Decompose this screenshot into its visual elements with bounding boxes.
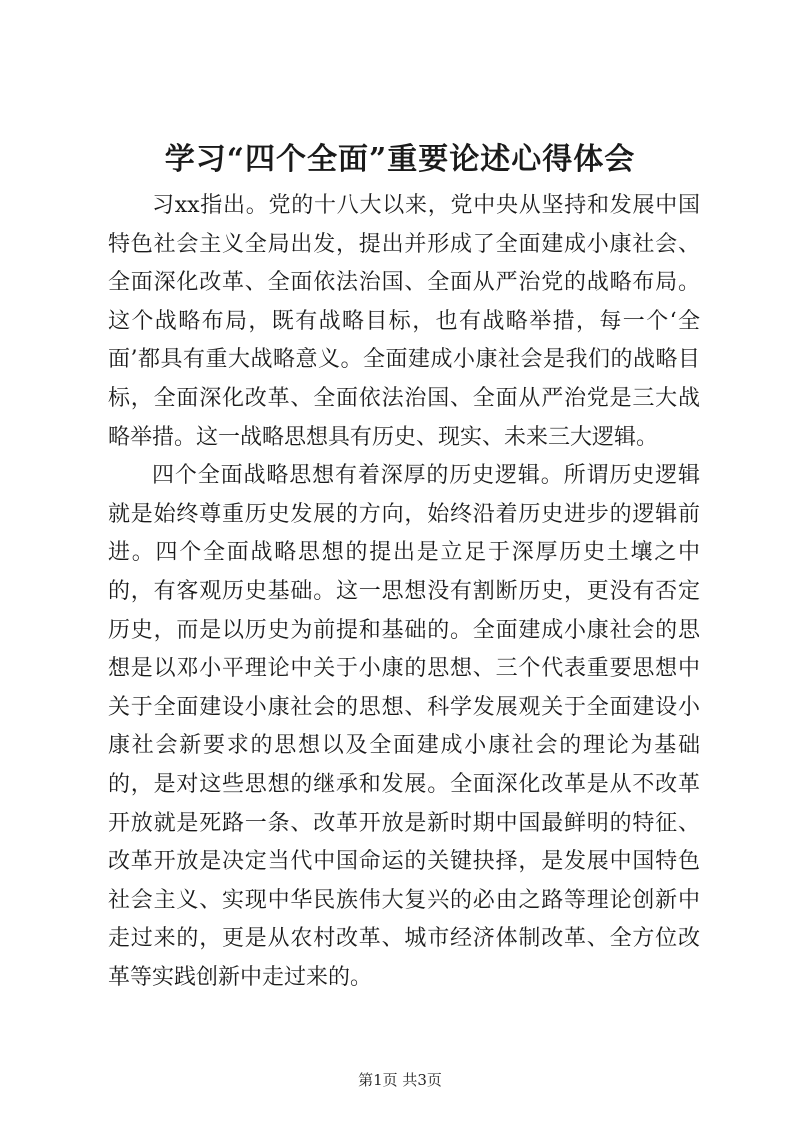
document-body <box>108 187 700 997</box>
page-footer: 第1页 共3页 <box>358 1071 442 1089</box>
document-title: 学习“四个全面”重要论述心得体会 <box>164 142 636 177</box>
paragraph-1: 习xx指出。党的十八大以来，党中央从坚持和发展中国特色社会主义全局出发，提出并形成了全面建成小康社会、全面深化改革、全面依法治国、全面从严治党的战略布局。这个战略布局，既有战略目标，也有战略举措，每一个‘全面’都具有重大战略意义。全面建成小康社会是我们的战略目标，全面深化改革、全面依法治国、全面从严治党是三大战略举措。这一战略思想具有历史、现实、未来三大逻辑。 <box>108 193 700 450</box>
paragraph-2: 四个全面战略思想有着深厚的历史逻辑。所谓历史逻辑就是始终尊重历史发展的方向，始终沿着历史进步的逻辑前进。四个全面战略思想的提出是立足于深厚历史土壤之中的，有客观历史基础。这一思想没有割断历史，更没有否定历史，而是以历史为前提和基础的。全面建成小康社会的思想是以邓小平理论中关于小康的思想、三个代表重要思想中关于全面建设小康社会的思想、科学发展观关于全面建设小康社会新要求的思想以及全面建成小康社会的理论为基础的，是对这些思想的继承和发展。全面深化改革是从不改革开放就是死路一条、改革开放是新时期中国最鲜明的特征、改革开放是决定当代中国命运的关键抉择，是发展中国特色社会主义、实现中华民族伟大复兴的必由之路等理论创新中走过来的，更是从农村改革、城市经济体制改革、全方位改革等实践创新中走过来的。 <box>108 463 700 990</box>
